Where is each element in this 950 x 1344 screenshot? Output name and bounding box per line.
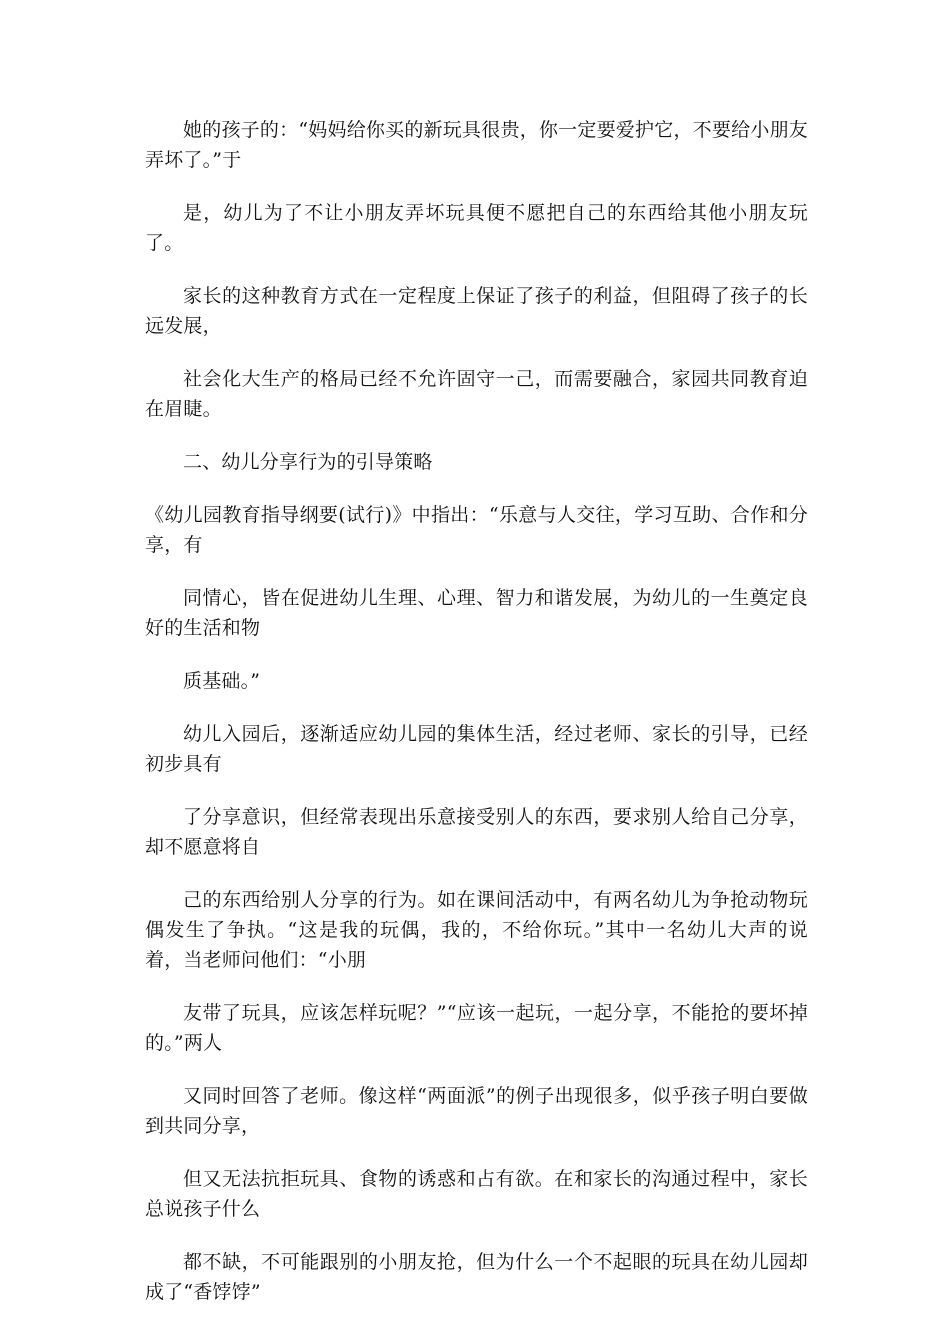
paragraph-12: 友带了玩具，应该怎样玩呢？”“应该一起玩，一起分享，不能抢的要坏掉的。”两人 bbox=[145, 1002, 808, 1054]
paragraph-13: 又同时回答了老师。像这样“两面派”的例子出现很多，似乎孩子明白要做到共同分享， bbox=[145, 1085, 808, 1137]
paragraph-4: 社会化大生产的格局已经不允许固守一己，而需要融合，家园共同教育迫在眉睫。 bbox=[145, 368, 808, 420]
paragraph-10: 了分享意识，但经常表现出乐意接受别人的东西，要求别人给自己分享，却不愿意将自 bbox=[145, 806, 808, 858]
paragraph-3: 家长的这种教育方式在一定程度上保证了孩子的利益，但阻碍了孩子的长远发展， bbox=[145, 285, 808, 337]
paragraph-15: 都不缺，不可能跟别的小朋友抢，但为什么一个不起眼的玩具在幼儿园却成了“香饽饽” bbox=[145, 1251, 808, 1303]
paragraph-9: 幼儿入园后，逐渐适应幼儿园的集体生活，经过老师、家长的引导，已经初步具有 bbox=[145, 723, 808, 775]
paragraph-2: 是，幼儿为了不让小朋友弄坏玩具便不愿把自己的东西给其他小朋友玩了。 bbox=[145, 202, 808, 254]
paragraph-8: 质基础。” bbox=[183, 670, 261, 692]
paragraph-6: 《幼儿园教育指导纲要(试行)》中指出：“乐意与人交往，学习互助、合作和分享，有 bbox=[145, 504, 808, 556]
paragraph-11: 己的东西给别人分享的行为。如在课间活动中，有两名幼儿为争抢动物玩偶发生了争执。“这是我的玩偶，我的，不给你玩。”其中一名幼儿大声的说着，当老师问他们：“小朋 bbox=[145, 889, 808, 971]
paragraph-14: 但又无法抗拒玩具、食物的诱惑和占有欲。在和家长的沟通过程中，家长总说孩子什么 bbox=[145, 1168, 808, 1220]
paragraph-7: 同情心，皆在促进幼儿生理、心理、智力和谐发展，为幼儿的一生奠定良好的生活和物 bbox=[145, 587, 808, 639]
paragraph-1: 她的孩子的：“妈妈给你买的新玩具很贵，你一定要爱护它，不要给小朋友弄坏了。”于 bbox=[145, 119, 808, 171]
section-heading: 二、幼儿分享行为的引导策略 bbox=[183, 451, 433, 473]
